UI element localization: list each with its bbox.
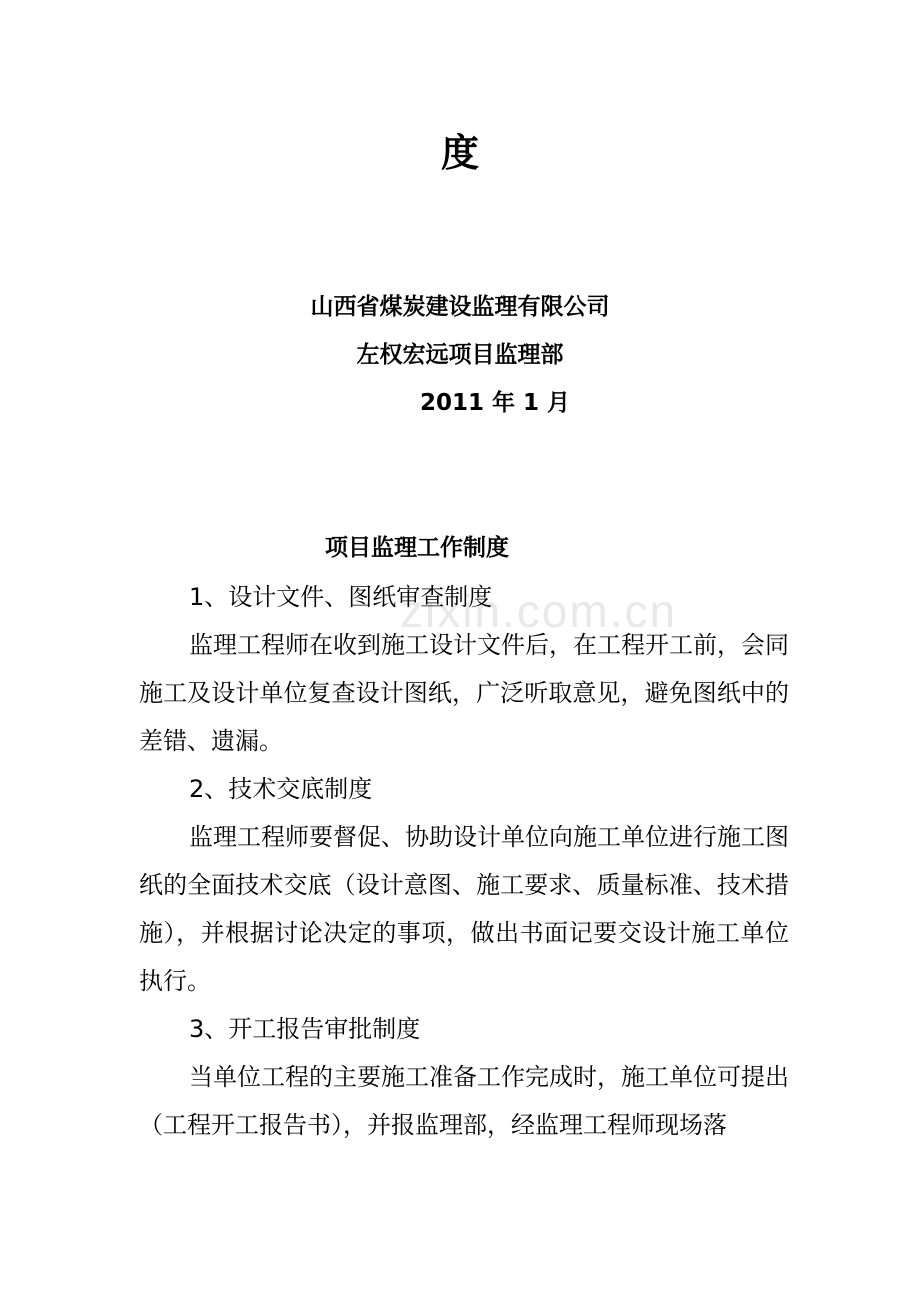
section-heading-3: 3、开工报告审批制度 [189,1015,421,1043]
company-name: 山西省煤炭建设监理有限公司 [310,294,610,320]
section-heading-1: 1、设计文件、图纸审查制度 [189,583,493,611]
department-name: 左权宏远项目监理部 [356,342,564,368]
watermark-text: zixin.com.cn [400,585,678,637]
document-date: 2011 年 1 月 [419,390,571,416]
document-title: 项目监理工作制度 [325,535,509,561]
section-heading-2: 2、技术交底制度 [189,775,373,803]
section-body-3: 当单位工程的主要施工准备工作完成时，施工单位可提出（工程开工报告书），并报监理部，经监理工程师现场落 [139,1063,789,1139]
page-top-char: 度 [440,131,479,175]
section-body-1: 监理工程师在收到施工设计文件后，在工程开工前，会同施工及设计单位复查设计图纸，广泛听取意见，避免图纸中的差错、遗漏。 [139,631,789,755]
section-body-2: 监理工程师要督促、协助设计单位向施工单位进行施工图纸的全面技术交底（设计意图、施工要求、质量标准、技术措施），并根据讨论决定的事项，做出书面记要交设计施工单位执行。 [139,823,789,995]
